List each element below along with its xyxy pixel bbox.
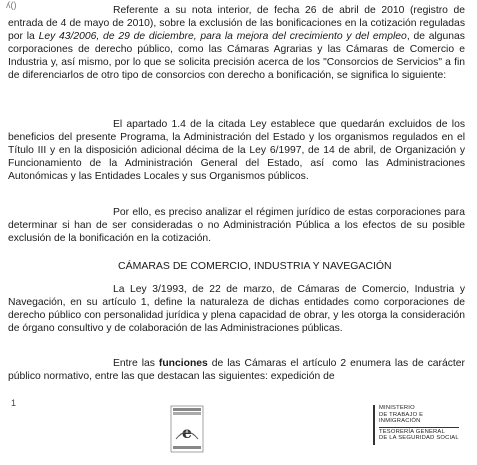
paragraph-intro-b: , de algunas corporaciones de derecho público, como las Cámaras Agrarias y las Cámaras de Comercio e Industria y, así mismo, por lo que se solicita precisión acerca de los "Consorcios de Servicios" a fin de diferenciarlos de otro tipo de consorcios con derecho a bonificación, se significa lo siguiente: (8, 31, 465, 82)
ministry-line-2: DE TRABAJO E (379, 411, 424, 418)
stray-mark: ʎ() (6, 0, 17, 10)
page-number: 1 (11, 398, 17, 408)
paragraph-chambers-law (8, 283, 465, 335)
ministry-line-3: INMIGRACIÓN (379, 418, 421, 425)
ministry-divider (373, 405, 375, 445)
paragraph-analysis-text: Por ello, es preciso analizar el régimen jurídico de estas corporaciones para determinar si han de ser consideradas o no Administración Pública a los efectos de su posible exclusión de la bonificación en la cotización. (8, 207, 465, 245)
paragraph-chambers-law-text: La Ley 3/1993, de 22 de marzo, de Cámaras de Comercio, Industria y Navegación, en su artículo 1, define la naturaleza de dichas entidades como corporaciones de derecho público con personalidad jurídica y plena capacidad de obrar, y les otorga la consideración de órgano consultivo y de colaboración de las Administraciones públicas. (8, 284, 465, 335)
paragraph-intro-a: Referente a su nota interior, de fecha 26 de abril de 2010 (registro de entrada de 4 de mayo de 2010), sobre la exclusión de las bonificaciones en la cotización reguladas por la (8, 5, 465, 43)
paragraph-functions-b: de las Cámaras el artículo 2 enumera las de carácter público normativo, entre las que destacan las siguientes: expedición de (8, 358, 465, 383)
section-heading: CÁMARAS DE COMERCIO, INDUSTRIA Y NAVEGACIÓN (118, 260, 392, 272)
ministry-line-1: MINISTERIO (379, 405, 415, 411)
paragraph-exclusions-text: El apartado 1.4 de la citada Ley establece que quedarán excluidos de los beneficios del presente Programa, la Administración del Estado y los organismos regulados en el Título III y en la disposición adicional décima de la Ley 6/1997, de 14 de abril, de Organización y Funcionamiento de la Administración General del Estado, así como las Administraciones Autonómicas y las Entidades Locales y sus Organismos públicos. (8, 119, 465, 183)
department-logo (170, 405, 204, 453)
paragraph-analysis (8, 206, 465, 245)
tgss-line-1: TESORERÍA GENERAL (379, 428, 445, 435)
tgss-line-2: DE LA SEGURIDAD SOCIAL (379, 435, 459, 442)
functions-bold: funciones (158, 358, 208, 369)
paragraph-intro (8, 4, 465, 83)
paragraph-exclusions (8, 118, 465, 183)
logo-emblem-icon (170, 405, 204, 453)
paragraph-functions-a: Entre las (113, 358, 159, 369)
law-reference: Ley 43/2006, de 29 de diciembre, para la mejora del crecimiento y del empleo (38, 31, 407, 43)
paragraph-functions (8, 357, 465, 383)
ministry-block (379, 405, 474, 442)
svg-text:e: e (181, 423, 193, 442)
ministry-rule (379, 427, 459, 428)
